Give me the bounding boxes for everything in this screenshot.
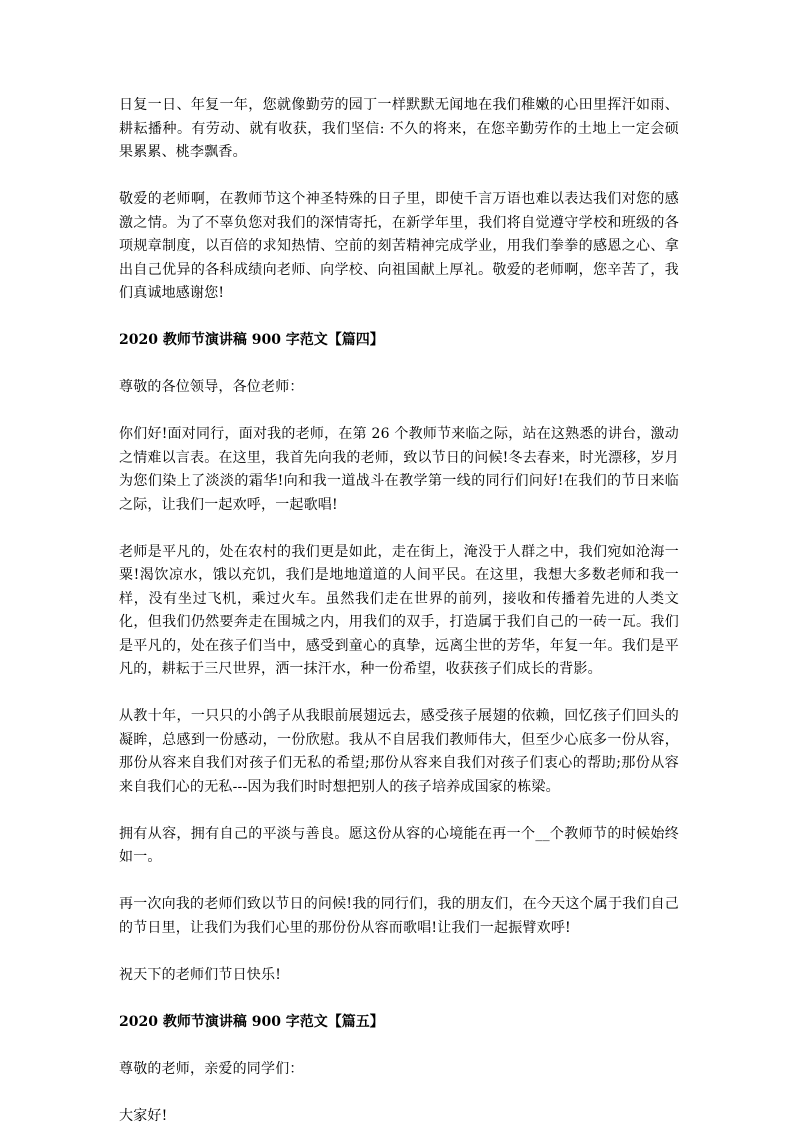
paragraph-gap xyxy=(119,870,679,894)
paragraph-harvest: 日复一日、年复一年，您就像勤劳的园丁一样默默无闻地在我们稚嫩的心田里挥汗如雨、耕耘播种。有劳动、就有收获，我们坚信: 不久的将来，在您辛勤劳作的土地上一定会硕果累累、桃李飘香。 xyxy=(119,94,679,165)
paragraph-regards: 再一次向我的老师们致以节日的问候!我的同行们，我的朋友们，在今天这个属于我们自己的节日里，让我们为我们心里的那份份从容而歌唱!让我们一起振臂欢呼! xyxy=(119,893,679,940)
paragraph-ten-years: 从教十年，一只只的小鸽子从我眼前展翅远去，感受孩子展翅的依赖，回忆孩子们回头的凝眸，总感到一份感动，一份欣慰。我从不自居我们教师伟大，但至少心底多一份从容，那份从容来自我们对孩子们无私的希望;那份从容来自我们对孩子们衷心的帮助;那份从容来自我们心的无私---因为我们时时想把别人的孩子培养成国家的栋梁。 xyxy=(119,705,679,799)
paragraph-gap xyxy=(119,987,679,1011)
paragraph-gap xyxy=(119,799,679,823)
document-page xyxy=(119,94,679,1128)
section-heading-part-five: 2020 教师节演讲稿 900 字范文【篇五】 xyxy=(119,1011,679,1035)
paragraph-gap xyxy=(119,165,679,189)
paragraph-composure: 拥有从容，拥有自己的平淡与善良。愿这份从容的心境能在再一个__个教师节的时候始终如一。 xyxy=(119,823,679,870)
section-heading-part-four: 2020 教师节演讲稿 900 字范文【篇四】 xyxy=(119,329,679,353)
paragraph-gap xyxy=(119,400,679,424)
salutation-hello: 大家好! xyxy=(119,1105,679,1128)
paragraph-ordinary-teacher: 老师是平凡的，处在农村的我们更是如此，走在街上，淹没于人群之中，我们宛如沧海一粟!渴饮凉水，饿以充饥，我们是地地道道的人间平民。在这里，我想大多数老师和我一样，没有坐过飞机，乘过火车。虽然我们走在世界的前列，接收和传播着先进的人类文化，但我们仍然要奔走在围城之内，用我们的双手，打造属于我们自己的一砖一瓦。我们是平凡的，处在孩子们当中，感受到童心的真挚，远离尘世的芳华，年复一年。我们是平凡的，耕耘于三尺世界，洒一抹汗水，种一份希望，收获孩子们成长的背影。 xyxy=(119,541,679,682)
paragraph-gap xyxy=(119,353,679,377)
paragraph-greeting: 你们好!面对同行，面对我的老师，在第 26 个教师节来临之际，站在这熟悉的讲台，激动之情难以言表。在这里，我首先向我的老师，致以节日的问候!冬去春来，时光漂移，岁月为您们染上了淡淡的霜华!向和我一道战斗在教学第一线的同行们问好!在我们的节日来临之际，让我们一起欢呼，一起歌唱! xyxy=(119,423,679,517)
paragraph-gap xyxy=(119,940,679,964)
paragraph-gap xyxy=(119,306,679,330)
salutation-teachers-students: 尊敬的老师，亲爱的同学们： xyxy=(119,1058,679,1082)
paragraph-gratitude: 敬爱的老师啊，在教师节这个神圣特殊的日子里，即使千言万语也难以表达我们对您的感激之情。为了不辜负您对我们的深情寄托，在新学年里，我们将自觉遵守学校和班级的各项规章制度，以百倍的求知热情、空前的刻苦精神完成学业，用我们拳拳的感恩之心、拿出自己优异的各科成绩向老师、向学校、向祖国献上厚礼。敬爱的老师啊，您辛苦了，我们真诚地感谢您! xyxy=(119,188,679,306)
paragraph-gap xyxy=(119,1081,679,1105)
paragraph-gap xyxy=(119,1034,679,1058)
paragraph-wishes: 祝天下的老师们节日快乐! xyxy=(119,964,679,988)
paragraph-gap xyxy=(119,517,679,541)
salutation-leaders: 尊敬的各位领导，各位老师： xyxy=(119,376,679,400)
paragraph-gap xyxy=(119,682,679,706)
